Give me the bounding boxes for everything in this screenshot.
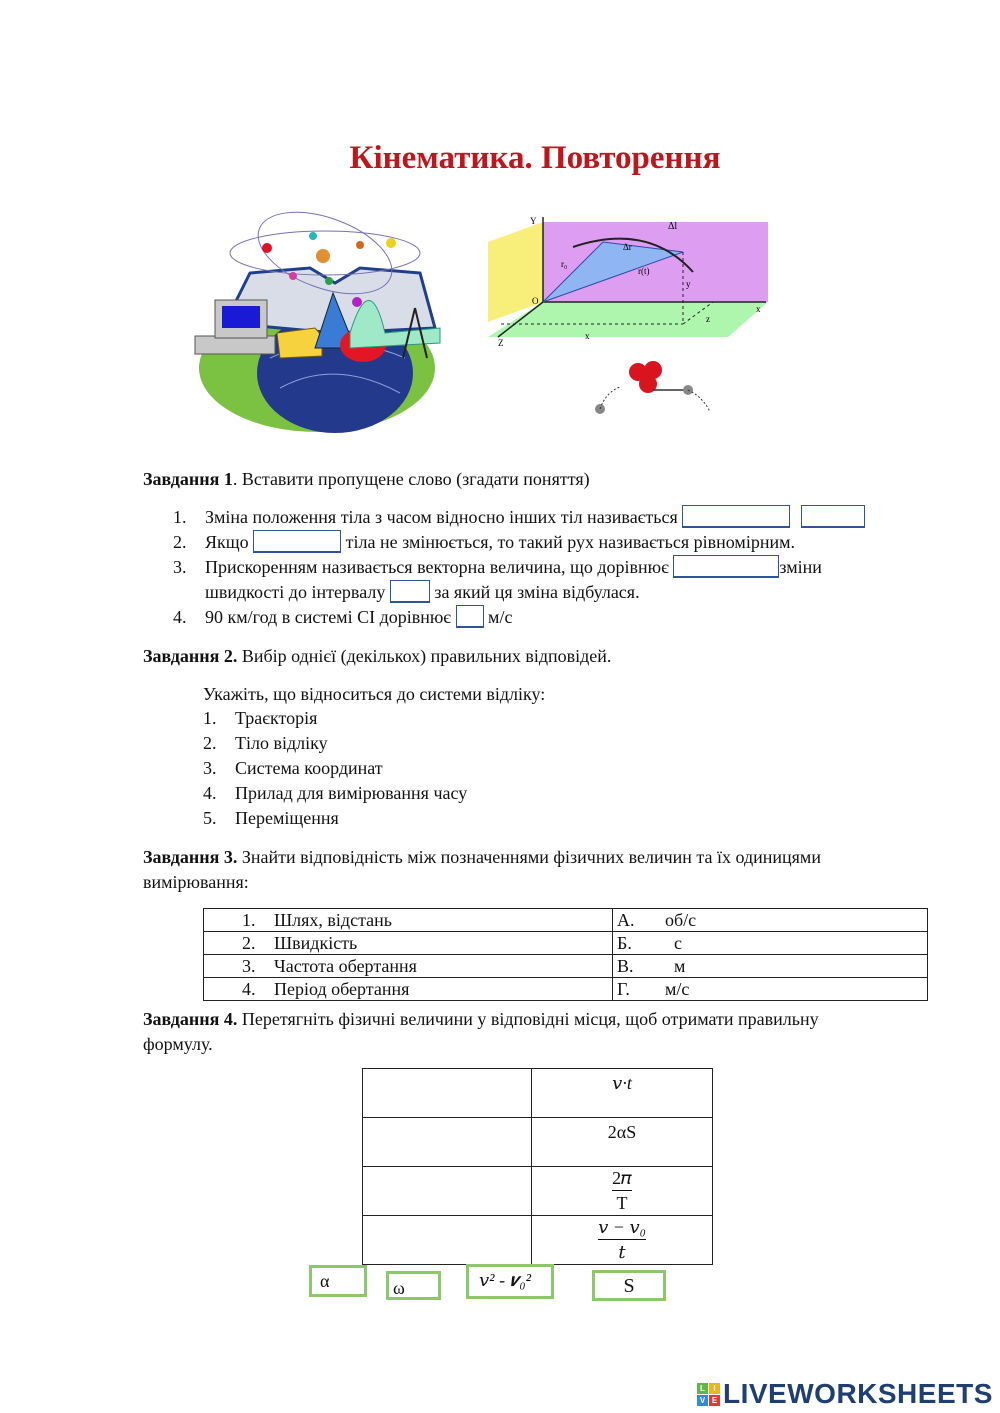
draggable-alpha[interactable]: α bbox=[309, 1265, 367, 1297]
formula-row bbox=[363, 1167, 713, 1216]
answer-input-1a[interactable] bbox=[682, 505, 790, 528]
task1-item-3-cont: швидкості до інтервалу за який ця зміна відбулася. bbox=[205, 582, 640, 602]
drop-target-4[interactable] bbox=[363, 1216, 532, 1265]
task1-item-1: 1. Зміна положення тіла з часом відносно інших тіл називається bbox=[173, 505, 865, 529]
svg-text:y: y bbox=[686, 279, 691, 289]
task3-instruction-cont: вимірювання: bbox=[143, 872, 249, 892]
svg-text:Δr: Δr bbox=[623, 242, 632, 252]
draggable-s[interactable]: S bbox=[592, 1270, 666, 1301]
task1-item-4: 4. 90 км/год в системі СІ дорівнює м/с bbox=[173, 607, 513, 627]
live-logo-icon: L I V E bbox=[697, 1383, 720, 1406]
drop-target-2[interactable] bbox=[363, 1118, 532, 1167]
task2-heading: Завдання 2. Вибір однієї (декількох) правильних відповідей. bbox=[143, 646, 612, 666]
formula-cell: $\frac{\text{2𝜋}}{T}$ bbox=[532, 1167, 713, 1216]
option-3[interactable]: 3. Система координат bbox=[203, 758, 383, 778]
answer-input-3a[interactable] bbox=[673, 555, 779, 578]
task2-question: Укажіть, що відноситься до системи відліку: bbox=[203, 684, 546, 704]
svg-text:O: O bbox=[532, 296, 539, 306]
formula-cell: 2αS bbox=[532, 1118, 713, 1167]
liveworksheets-logo bbox=[697, 1378, 993, 1410]
svg-text:r₀: r₀ bbox=[561, 259, 568, 269]
svg-text:z: z bbox=[706, 314, 710, 324]
task3-heading: Завдання 3. Знайти відповідність між позначеннями фізичних величин та їх одиницями bbox=[143, 847, 821, 867]
task1-item-2: 2. Якщо тіла не змінюється, то такий рух називається рівномірним. bbox=[173, 532, 795, 552]
svg-text:Z: Z bbox=[498, 338, 504, 348]
answer-input-4[interactable] bbox=[456, 605, 484, 628]
option-5[interactable]: 5. Переміщення bbox=[203, 808, 339, 828]
svg-text:Δl: Δl bbox=[668, 221, 678, 232]
formula-table bbox=[362, 1068, 713, 1265]
svg-text:x: x bbox=[585, 331, 590, 341]
kinematics-vector-diagram-image bbox=[488, 212, 778, 422]
task4-instruction-cont: формулу. bbox=[143, 1034, 213, 1054]
option-1[interactable]: 1. Траєкторія bbox=[203, 708, 318, 728]
answer-input-3b[interactable] bbox=[390, 580, 430, 603]
formula-row bbox=[363, 1069, 713, 1118]
task1-item-3: 3. Прискоренням називається векторна величина, що дорівнює зміни bbox=[173, 557, 822, 577]
formula-row bbox=[363, 1216, 713, 1265]
page-title: Кінематика. Повторення bbox=[349, 140, 721, 176]
matching-table bbox=[203, 908, 928, 1001]
brand-name: LIVEWORKSHEETS bbox=[723, 1378, 993, 1409]
answer-input-1b[interactable] bbox=[801, 505, 865, 528]
drop-target-3[interactable] bbox=[363, 1167, 532, 1216]
formula-cell: $\frac{\text{𝑣 − 𝑣₀}}{\text{𝑡}}$ bbox=[532, 1216, 713, 1265]
option-4[interactable]: 4. Прилад для вимірювання часу bbox=[203, 783, 468, 803]
task4-heading: Завдання 4. Перетягніть фізичні величини у відповідні місця, щоб отримати правильну bbox=[143, 1009, 819, 1029]
table-row: 4. Період обертання Г. м/с bbox=[204, 978, 928, 1001]
table-row: 1. Шлях, відстань А. об/с bbox=[204, 909, 928, 932]
table-row: 2. Швидкість Б. с bbox=[204, 932, 928, 955]
svg-text:r(t): r(t) bbox=[638, 266, 650, 276]
formula-cell: 𝑣·t bbox=[532, 1069, 713, 1118]
option-2[interactable]: 2. Тіло відліку bbox=[203, 733, 328, 753]
formula-row bbox=[363, 1118, 713, 1167]
drop-target-1[interactable] bbox=[363, 1069, 532, 1118]
draggable-omega[interactable]: ω bbox=[386, 1271, 441, 1300]
task1-heading: Завдання 1. Вставити пропущене слово (згадати поняття) bbox=[143, 469, 590, 489]
table-row: 3. Частота обертання В. м bbox=[204, 955, 928, 978]
draggable-v-squared-difference[interactable]: 𝑣² - 𝒗₀² bbox=[466, 1264, 554, 1299]
svg-text:Y: Y bbox=[530, 216, 537, 226]
answer-input-2[interactable] bbox=[253, 530, 341, 553]
svg-text:x: x bbox=[756, 304, 761, 314]
physics-collage-image bbox=[185, 208, 450, 436]
